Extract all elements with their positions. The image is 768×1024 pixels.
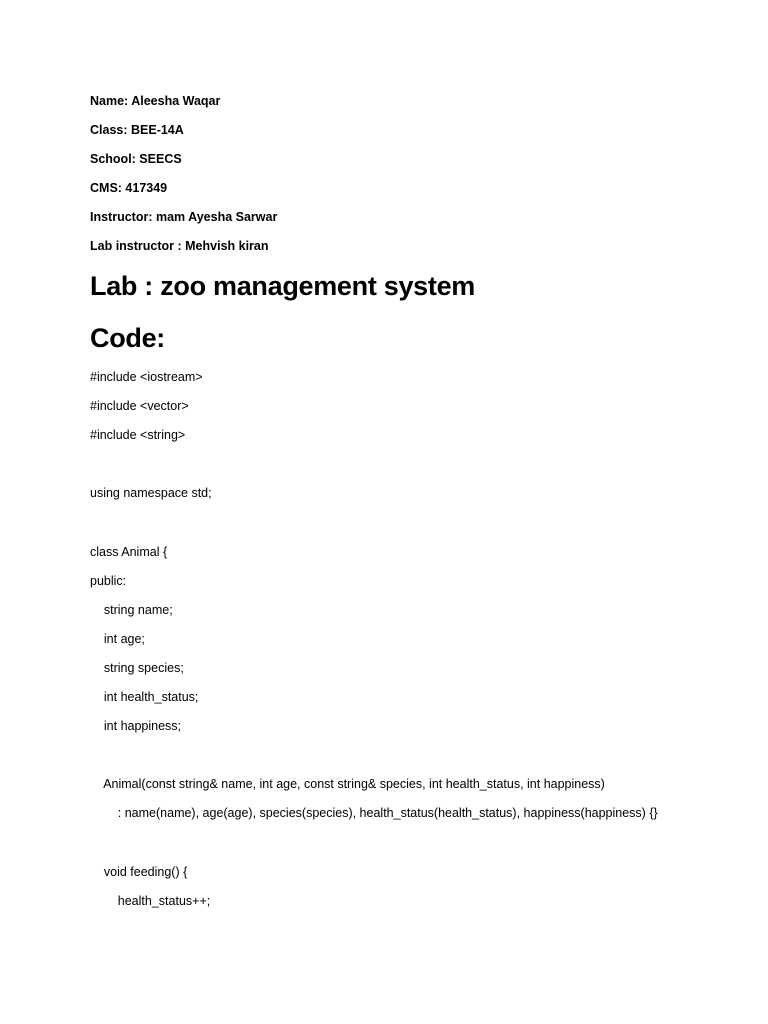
code-line: class Animal {: [90, 544, 168, 559]
student-school: School: SEECS: [90, 152, 182, 166]
code-line: using namespace std;: [90, 486, 212, 501]
code-line: #include <vector>: [90, 399, 189, 414]
code-line: int age;: [90, 631, 145, 646]
student-name: Name: Aleesha Waqar: [90, 94, 221, 108]
code-line-blank: [90, 835, 750, 864]
code-line: public:: [90, 573, 127, 588]
lab-instructor: Lab instructor : Mehvish kiran: [90, 239, 269, 253]
code-line: string species;: [90, 660, 184, 675]
code-line: #include <string>: [90, 428, 186, 443]
code-line: Animal(const string& name, int age, const string& species, int health_status, int happiness): [90, 777, 605, 792]
student-class: Class: BEE-14A: [90, 123, 184, 137]
student-cms: CMS: 417349: [90, 181, 168, 195]
lab-title: Lab : zoo management system: [90, 271, 475, 301]
code-line: void feeding() {: [90, 864, 188, 879]
code-line-blank: [90, 747, 750, 776]
student-info: [90, 93, 730, 267]
code-block: [90, 369, 750, 922]
code-line: #include <iostream>: [90, 370, 203, 384]
code-line: string name;: [90, 602, 173, 617]
code-line: health_status++;: [90, 893, 211, 908]
code-line: : name(name), age(age), species(species), health_status(health_status), happiness(happiness) {}: [90, 806, 658, 821]
code-line-blank: [90, 456, 750, 485]
code-line: int health_status;: [90, 690, 199, 705]
code-line-blank: [90, 514, 750, 543]
code-line: int happiness;: [90, 719, 182, 734]
instructor: Instructor: mam Ayesha Sarwar: [90, 210, 278, 224]
code-heading: Code:: [90, 323, 165, 353]
